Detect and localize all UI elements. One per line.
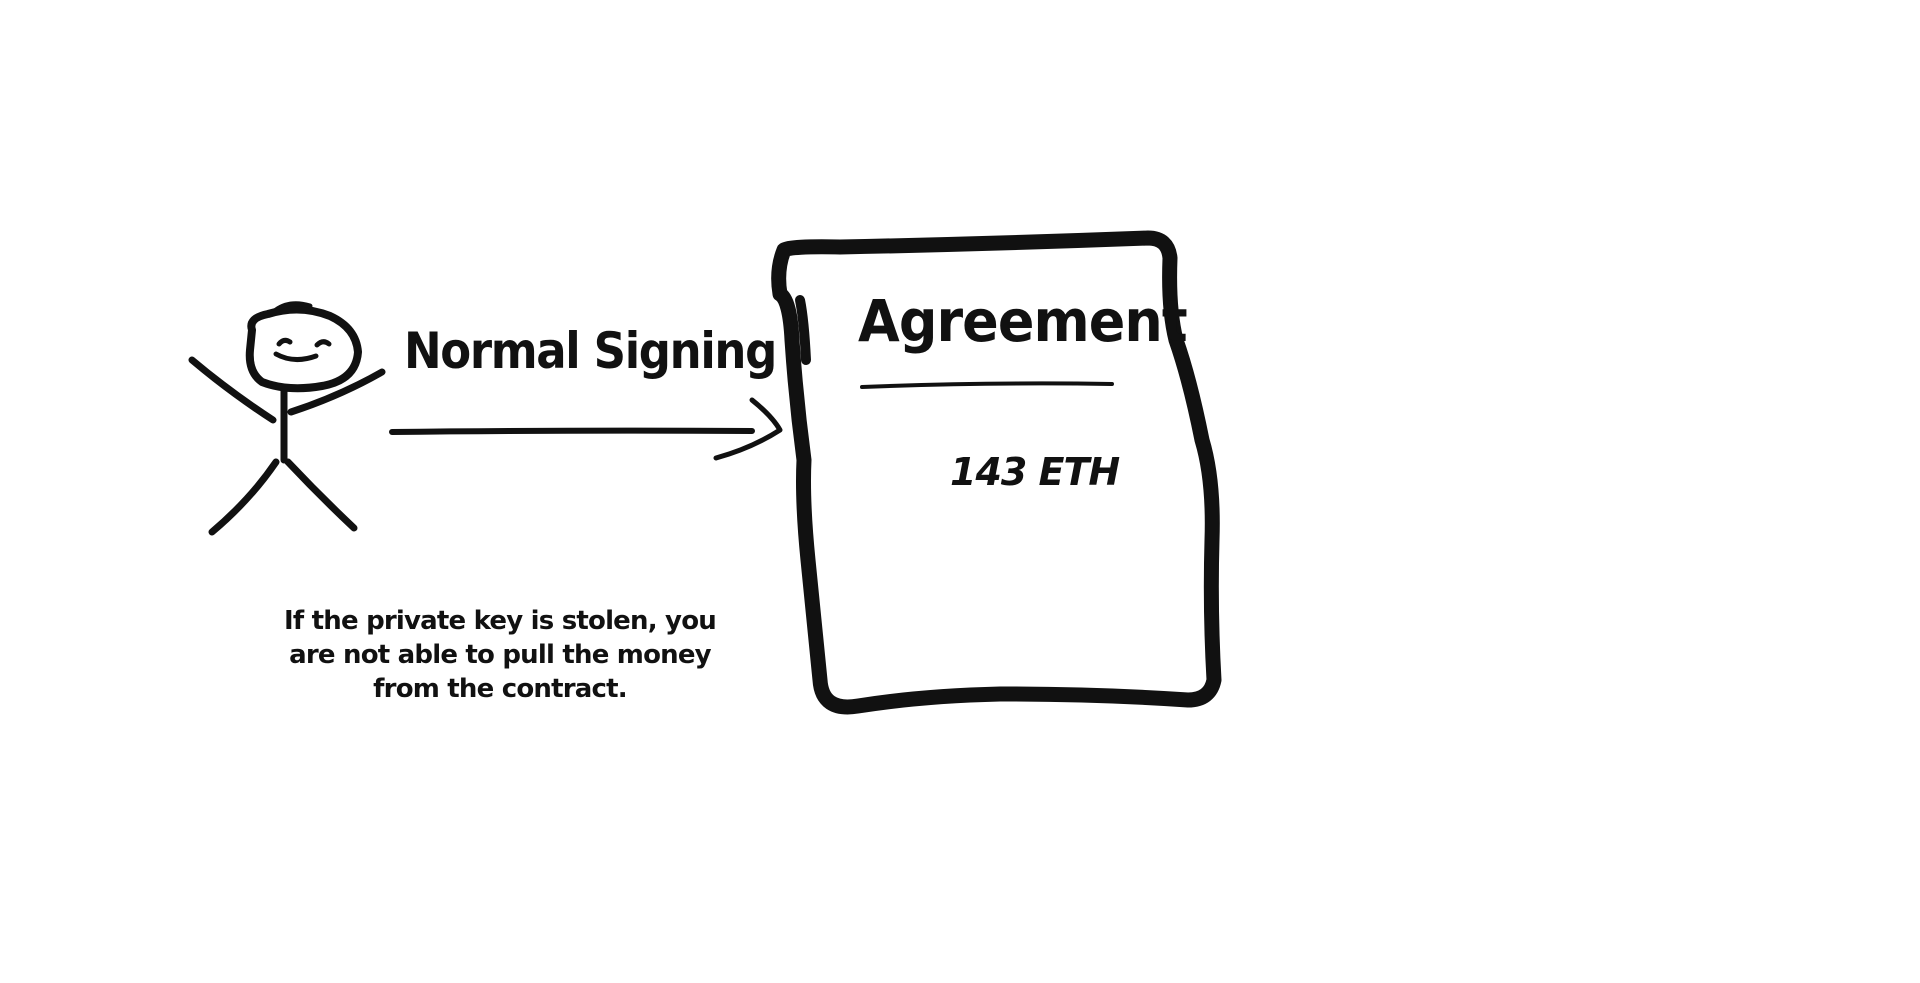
stick-figure-right-eye bbox=[317, 342, 329, 345]
signing-arrow bbox=[392, 400, 780, 458]
stick-figure-smile bbox=[276, 354, 316, 360]
document-title: Agreement bbox=[858, 287, 1187, 355]
stick-figure-right-leg bbox=[288, 462, 354, 528]
stick-figure-head bbox=[250, 309, 358, 388]
document-inner-fold bbox=[800, 300, 806, 360]
stick-figure bbox=[192, 304, 382, 532]
diagram-caption: If the private key is stolen, you are not able to pull the money from the contract. bbox=[284, 606, 716, 704]
stick-figure-left-arm bbox=[192, 360, 273, 420]
document-title-underline bbox=[862, 383, 1112, 387]
stick-figure-left-leg bbox=[212, 462, 276, 532]
arrow-shaft bbox=[392, 431, 752, 432]
document-amount: 143 ETH bbox=[950, 450, 1120, 494]
arrow-label: Normal Signing bbox=[404, 322, 776, 380]
stick-figure-left-eye bbox=[279, 340, 290, 344]
